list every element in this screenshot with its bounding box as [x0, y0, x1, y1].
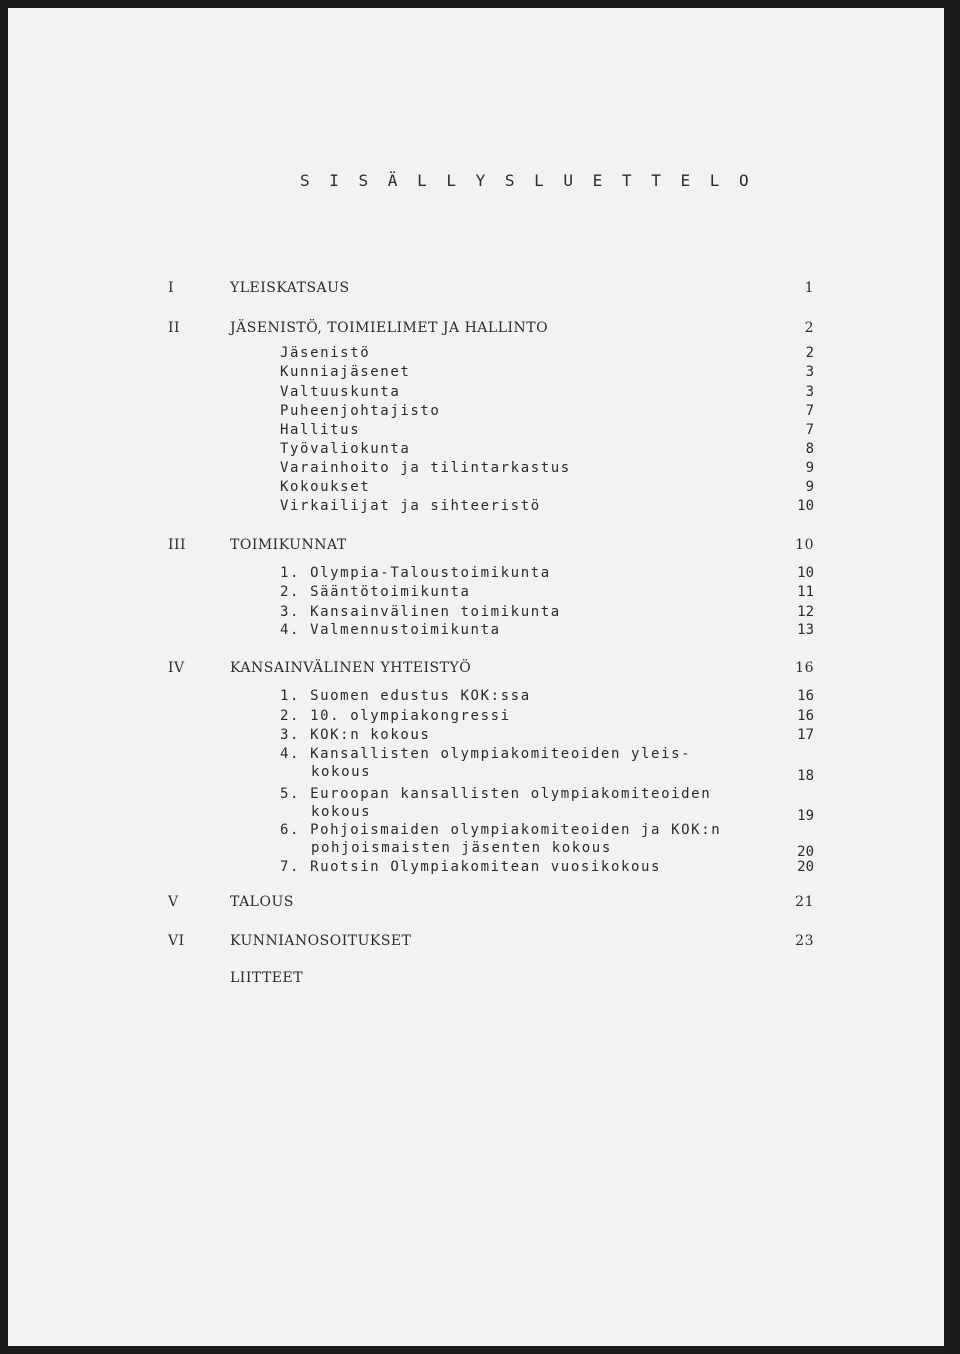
section-title: KANSAINVÄLINEN YHTEISTYÖ — [230, 660, 472, 676]
toc-item: Kokoukset — [280, 479, 371, 495]
section-numeral: IV — [168, 660, 185, 676]
toc-item: 3. KOK:n kokous — [280, 727, 431, 743]
toc-item-page-number: 2 — [805, 345, 814, 361]
toc-item-page-number: 3 — [805, 384, 814, 400]
toc-item-page-number: 7 — [805, 403, 814, 419]
toc-item: Hallitus — [280, 422, 361, 438]
toc-item: Jäsenistö — [280, 345, 371, 361]
section-page-number: 21 — [795, 894, 814, 910]
toc-item: 4. Valmennustoimikunta — [280, 622, 501, 638]
toc-item-page-number: 8 — [805, 441, 814, 457]
toc-item: 1. Suomen edustus KOK:ssa — [280, 688, 531, 704]
section-numeral: VI — [168, 933, 185, 949]
toc-item-page-number: 11 — [797, 584, 814, 600]
toc-item-page-number: 16 — [797, 708, 814, 724]
toc-item-page-number: 10 — [797, 498, 814, 514]
section-title: YLEISKATSAUS — [230, 280, 350, 296]
toc-item-continuation: kokous — [311, 804, 372, 820]
toc-item-page-number: 9 — [805, 479, 814, 495]
section-title: JÄSENISTÖ, TOIMIELIMET JA HALLINTO — [230, 320, 549, 336]
toc-item: 1. Olympia-Taloustoimikunta — [280, 565, 551, 581]
toc-item: Virkailijat ja sihteeristö — [280, 498, 541, 514]
toc-item: 4. Kansallisten olympiakomiteoiden yleis- — [280, 746, 692, 762]
toc-item: 5. Euroopan kansallisten olympiakomiteoiden — [280, 786, 712, 802]
section-numeral: II — [168, 320, 181, 336]
toc-item-page-number: 7 — [805, 422, 814, 438]
section-page-number: 10 — [795, 537, 814, 553]
toc-item-page-number: 16 — [797, 688, 814, 704]
section-numeral: III — [168, 537, 187, 553]
toc-item-continuation: pohjoismaisten jäsenten kokous — [311, 840, 612, 856]
toc-item-continuation: kokous — [311, 764, 372, 780]
section-title: KUNNIANOSOITUKSET — [230, 933, 412, 949]
toc-item: 6. Pohjoismaiden olympiakomiteoiden ja KOK:n — [280, 822, 722, 838]
toc-item: Varainhoito ja tilintarkastus — [280, 460, 571, 476]
section-numeral: V — [168, 894, 179, 910]
toc-item: 7. Ruotsin Olympiakomitean vuosikokous — [280, 859, 662, 875]
toc-item-page-number: 13 — [797, 622, 814, 638]
section-page-number: 16 — [795, 660, 814, 676]
toc-item-page-number: 3 — [805, 364, 814, 380]
toc-item-page-number: 12 — [797, 604, 814, 620]
section-page-number: 23 — [795, 933, 814, 949]
section-title: LIITTEET — [230, 970, 304, 986]
section-numeral: I — [168, 280, 175, 296]
toc-item: Puheenjohtajisto — [280, 403, 441, 419]
toc-item: 2. 10. olympiakongressi — [280, 708, 511, 724]
toc-item-page-number: 9 — [805, 460, 814, 476]
section-page-number: 2 — [804, 320, 814, 336]
toc-item: 2. Sääntötoimikunta — [280, 584, 471, 600]
toc-item-page-number: 17 — [797, 727, 814, 743]
toc-item: Valtuuskunta — [280, 384, 401, 400]
section-title: TOIMIKUNNAT — [230, 537, 347, 553]
toc-item-page-number: 19 — [797, 808, 814, 824]
toc-item-page-number: 10 — [797, 565, 814, 581]
toc-item-page-number: 20 — [797, 844, 814, 860]
toc-item: 3. Kansainvälinen toimikunta — [280, 604, 561, 620]
page-title: S I S Ä L L Y S L U E T T E L O — [300, 171, 754, 190]
document-page — [8, 8, 944, 1346]
section-page-number: 1 — [804, 280, 814, 296]
section-title: TALOUS — [230, 894, 294, 910]
toc-item: Työvaliokunta — [280, 441, 411, 457]
toc-item-page-number: 20 — [797, 859, 814, 875]
toc-item-page-number: 18 — [797, 768, 814, 784]
toc-item: Kunniajäsenet — [280, 364, 411, 380]
